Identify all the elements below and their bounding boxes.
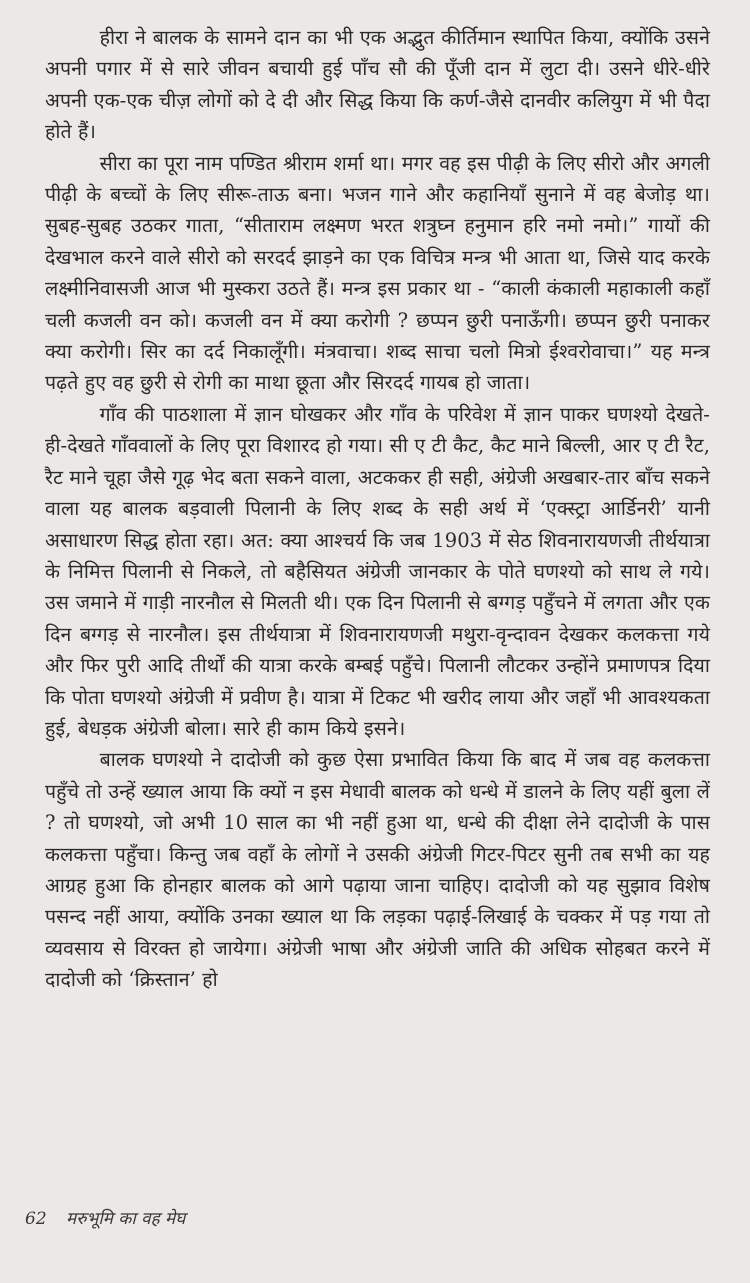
paragraph-2: सीरा का पूरा नाम पण्डित श्रीराम शर्मा था। मगर वह इस पीढ़ी के लिए सीरो और अगली पीढ़ी के बच्चों के लिए सीरू-ताऊ बना। भजन गाने और कहानियाँ सुनाने में वह बेजोड़ था। सुबह-सुबह उठकर गाता, “सीताराम लक्ष्मण भरत शत्रुघ्न हनुमान हरि नमो नमो।” गायों की देखभाल करने वाले सीरो को सरदर्द झाड़ने का एक विचित्र मन्त्र भी आता था, जिसे याद करके लक्ष्मीनिवासजी आज भी मुस्करा उठते हैं। मन्त्र इस प्रकार था - “काली कंकाली महाकाली कहाँ चली कजली वन को। कजली वन में क्या करोगी ? छप्पन छुरी पनाऊँगी। छप्पन छुरी पनाकर क्या करोगी। सिर का दर्द निकालूँगी। मंत्रवाचा। शब्द साचा चलो मित्रो ईश्वरोवाचा।” यह मन्त्र पढ़ते हुए वह छुरी से रोगी का माथा छूता और सिरदर्द गायब हो जाता। [45, 151, 710, 395]
page-footer [25, 1206, 185, 1229]
page-number: 62 [25, 1209, 47, 1229]
book-title: मरुभूमि का वह मेघ [66, 1209, 186, 1229]
paragraph-4: बालक घणश्यो ने दादोजी को कुछ ऐसा प्रभावित किया कि बाद में जब वह कलकत्ता पहुँचे तो उन्हें ख्याल आया कि क्यों न इस मेधावी बालक को धन्धे में डालने के लिए यहीं बुला लें ? तो घणश्यो, जो अभी 10 साल का भी नहीं हुआ था, धन्धे की दीक्षा लेने दादोजी के पास कलकत्ता पहुँचा। किन्तु जब वहाँ के लोगों ने उसकी अंग्रेजी गिटर-पिटर सुनी तब सभी का यह आग्रह हुआ कि होनहार बालक को आगे पढ़ाया जाना चाहिए। दादोजी को यह सुझाव विशेष पसन्द नहीं आया, क्योंकि उनका ख्याल था कि लड़का पढ़ाई-लिखाई के चक्कर में पड़ गया तो व्यवसाय से विरक्त हो जायेगा। अंग्रेजी भाषा और अंग्रेजी जाति की अधिक सोहबत करने में दादोजी को ‘क्रिस्तान’ हो [45, 748, 710, 992]
paragraph-1: हीरा ने बालक के सामने दान का भी एक अद्भुत कीर्तिमान स्थापित किया, क्योंकि उसने अपनी पगार में से सारे जीवन बचायी हुई पाँच सौ की पूँजी दान में लुटा दी। उसने धीरे-धीरे अपनी एक-एक चीज़ लोगों को दे दी और सिद्ध किया कि कर्ण-जैसे दानवीर कलियुग में भी पैदा होते हैं। [45, 26, 710, 144]
body-text [45, 22, 710, 996]
paragraph-3: गाँव की पाठशाला में ज्ञान घोखकर और गाँव के परिवेश में ज्ञान पाकर घणश्यो देखते-ही-देखते गाँववालों के लिए पूरा विशारद हो गया। सी ए टी कैट, कैट माने बिल्ली, आर ए टी रैट, रैट माने चूहा जैसे गूढ़ भेद बता सकने वाला, अटककर ही सही, अंग्रेजी अखबार-तार बाँच सकने वाला यह बालक बड़वाली पिलानी के लिए शब्द के सही अर्थ में ‘एक्स्ट्रा आर्डिनरी’ यानी असाधारण सिद्ध होता रहा। अत: क्या आश्चर्य कि जब 1903 में सेठ शिवनारायणजी तीर्थयात्रा के निमित्त पिलानी से निकले, तो बहैसियत अंग्रेजी जानकार के पोते घणश्यो को साथ ले गये। उस जमाने में गाड़ी नारनौल से मिलती थी। एक दिन पिलानी से बग्गड़ पहुँचने में लगता और एक दिन बग्गड़ से नारनौल। इस तीर्थयात्रा में शिवनारायणजी मथुरा-वृन्दावन देखकर कलकत्ता गये और फिर पुरी आदि तीर्थों की यात्रा करके बम्बई पहुँचे। पिलानी लौटकर उन्होंने प्रमाणपत्र दिया कि पोता घणश्यो अंग्रेजी में प्रवीण है। यात्रा में टिकट भी खरीद लाया और जहाँ भी आवश्यकता हुई, बेधड़क अंग्रेजी बोला। सारे ही काम किये इसने। [45, 402, 710, 740]
